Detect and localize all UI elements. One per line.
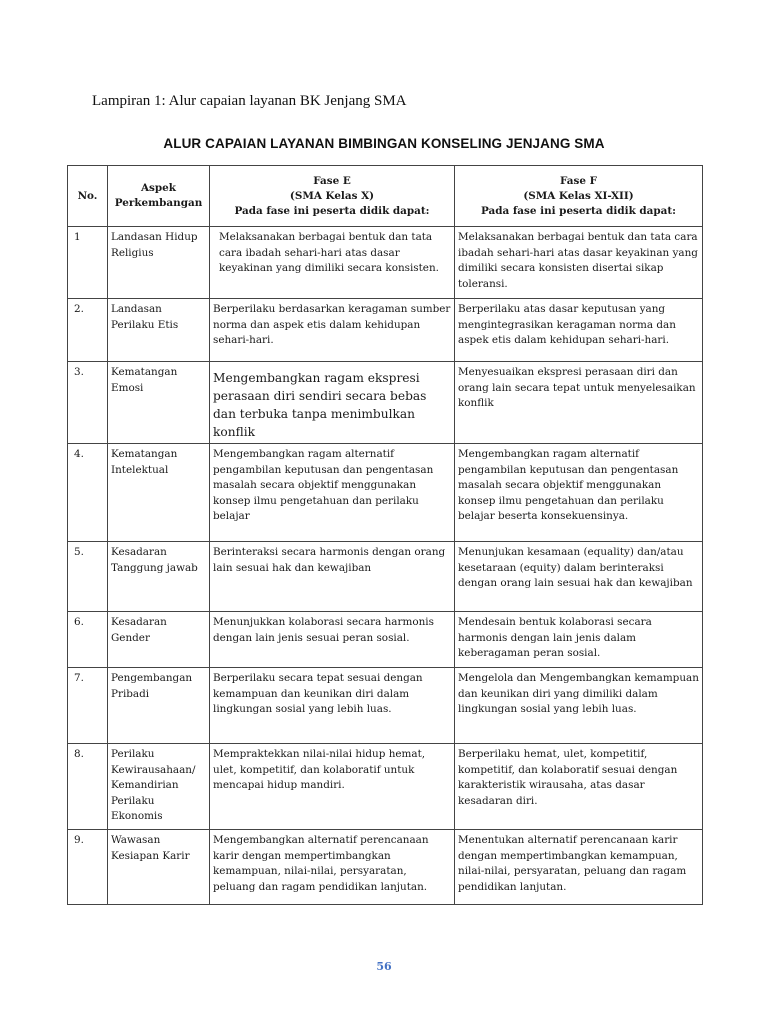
row-fase-f-cell <box>455 362 703 444</box>
row-aspek: Pengembangan Pribadi <box>111 672 193 700</box>
row-no-cell <box>68 830 108 905</box>
row-aspek: Perilaku Kewirausahaan/ Kemandirian Perilaku Ekonomis <box>111 748 196 823</box>
row-fase-f: Mengembangkan ragam alternatif pengambilan keputusan dan pengentasan masalah secara objektif menggunakan konsep ilmu pengetahuan dan perilaku belajar beserta konsekuensinya. <box>458 448 679 523</box>
row-no-cell <box>68 612 108 668</box>
row-aspek-cell <box>108 612 210 668</box>
capaian-table <box>67 165 703 905</box>
row-fase-e-cell <box>210 668 455 744</box>
row-aspek: Kematangan Intelektual <box>111 448 178 476</box>
row-fase-f: Mengelola dan Mengembangkan kemampuan dan keunikan diri yang dimiliki dalam lingkungan sosial yang lebih luas. <box>458 672 699 716</box>
row-aspek-cell <box>108 444 210 542</box>
table-row <box>68 542 703 612</box>
table-row <box>68 227 703 299</box>
row-fase-e: Berperilaku berdasarkan keragaman sumber norma dan aspek etis dalam kehidupan sehari-hari. <box>213 303 451 347</box>
row-fase-e: Menunjukkan kolaborasi secara harmonis dengan lain jenis sesuai peran sosial. <box>213 616 434 644</box>
header-fase-e <box>210 166 455 227</box>
row-no-cell <box>68 299 108 362</box>
table-row <box>68 299 703 362</box>
page-number: 56 <box>376 960 392 973</box>
appendix-caption: Lampiran 1: Alur capaian layanan BK Jenjang SMA <box>92 93 407 109</box>
row-fase-e-cell <box>210 612 455 668</box>
row-aspek: Kematangan Emosi <box>111 366 178 394</box>
table-row <box>68 612 703 668</box>
row-fase-f: Menunjukan kesamaan (equality) dan/atau kesetaraan (equity) dalam berinteraksi dengan orang lain sesuai hak dan kewajiban <box>458 546 693 590</box>
row-aspek: Kesadaran Gender <box>111 616 167 644</box>
row-aspek: Kesadaran Tanggung jawab <box>111 546 198 574</box>
row-no: 5. <box>74 546 84 558</box>
row-no: 3. <box>74 366 84 378</box>
row-fase-e-cell <box>210 227 455 299</box>
header-fase-e-line3: Pada fase ini peserta didik dapat: <box>234 204 430 217</box>
row-no-cell <box>68 227 108 299</box>
row-fase-e: Berinteraksi secara harmonis dengan orang lain sesuai hak dan kewajiban <box>213 546 446 574</box>
header-aspek <box>108 166 210 227</box>
row-aspek-cell <box>108 362 210 444</box>
row-fase-f: Menentukan alternatif perencanaan karir dengan mempertimbangkan kemampuan, nilai-nilai, persyaratan, peluang dan ragam pendidikan lanjutan. <box>458 834 687 893</box>
row-fase-e: Mengembangkan ragam ekspresi perasaan diri sendiri secara bebas dan terbuka tanpa menimbulkan konflik <box>213 371 427 439</box>
row-aspek: Wawasan Kesiapan Karir <box>111 834 190 862</box>
row-fase-f-cell <box>455 744 703 830</box>
row-fase-f-cell <box>455 227 703 299</box>
row-no: 2. <box>74 303 84 315</box>
header-no: No. <box>68 166 108 227</box>
document-title: ALUR CAPAIAN LAYANAN BIMBINGAN KONSELING JENJANG SMA <box>163 136 605 151</box>
row-fase-f: Berperilaku hemat, ulet, kompetitif, kompetitif, dan kolaboratif sesuai dengan karakteristik wirausaha, atas dasar kesadaran diri. <box>458 748 678 807</box>
row-fase-e-cell <box>210 830 455 905</box>
row-fase-e-cell <box>210 542 455 612</box>
header-aspek-line1: Aspek <box>141 182 176 194</box>
row-aspek-cell <box>108 227 210 299</box>
table-row <box>68 362 703 444</box>
row-fase-e-cell <box>210 299 455 362</box>
row-fase-f: Menyesuaikan ekspresi perasaan diri dan orang lain secara tepat untuk menyelesaikan konflik <box>458 366 696 410</box>
table-header-row <box>68 166 703 227</box>
row-aspek-cell <box>108 830 210 905</box>
row-no-cell <box>68 542 108 612</box>
row-fase-f-cell <box>455 830 703 905</box>
table-row <box>68 744 703 830</box>
table-row <box>68 668 703 744</box>
row-no-cell <box>68 444 108 542</box>
row-fase-e: Mengembangkan ragam alternatif pengambilan keputusan dan pengentasan masalah secara objektif menggunakan konsep ilmu pengetahuan dan perilaku belajar <box>213 448 434 523</box>
row-fase-e: Mengembangkan alternatif perencanaan karir dengan mempertimbangkan kemampuan, nilai-nilai, persyaratan, peluang dan ragam pendidikan lanjutan. <box>213 834 429 893</box>
row-fase-f-cell <box>455 612 703 668</box>
row-fase-f-cell <box>455 542 703 612</box>
row-fase-f: Melaksanakan berbagai bentuk dan tata cara ibadah sehari-hari atas dasar keyakinan yang dimiliki secara konsisten disertai sikap toleransi. <box>458 231 698 290</box>
header-fase-f-line2: (SMA Kelas XI-XII) <box>523 189 634 202</box>
row-aspek-cell <box>108 299 210 362</box>
row-fase-e-cell <box>210 362 455 444</box>
header-fase-f <box>455 166 703 227</box>
row-aspek: Landasan Hidup Religius <box>111 231 198 259</box>
row-fase-e-cell <box>210 444 455 542</box>
row-aspek: Landasan Perilaku Etis <box>111 303 179 331</box>
row-fase-f-cell <box>455 299 703 362</box>
row-no-cell <box>68 744 108 830</box>
row-no: 8. <box>74 748 84 760</box>
row-fase-f: Berperilaku atas dasar keputusan yang mengintegrasikan keragaman norma dan aspek etis dalam kehidupan sehari-hari. <box>458 303 676 347</box>
row-fase-e: Melaksanakan berbagai bentuk dan tata cara ibadah sehari-hari atas dasar keyakinan yang dimiliki secara konsisten. <box>219 231 439 275</box>
row-no: 6. <box>74 616 84 628</box>
row-no-cell <box>68 362 108 444</box>
row-fase-f: Mendesain bentuk kolaborasi secara harmonis dengan lain jenis dalam keberagaman peran sosial. <box>458 616 652 660</box>
row-no-cell <box>68 668 108 744</box>
row-fase-e-cell <box>210 744 455 830</box>
header-fase-f-line3: Pada fase ini peserta didik dapat: <box>480 204 677 217</box>
row-no: 7. <box>74 672 84 684</box>
row-aspek-cell <box>108 542 210 612</box>
table-row <box>68 830 703 905</box>
row-aspek-cell <box>108 668 210 744</box>
row-fase-f-cell <box>455 444 703 542</box>
header-fase-e-line1: Fase E <box>313 174 351 187</box>
table-row <box>68 444 703 542</box>
header-fase-f-line1: Fase F <box>560 174 597 187</box>
header-aspek-line2: Perkembangan <box>114 197 203 209</box>
row-no: 1 <box>74 231 81 243</box>
row-fase-e: Mempraktekkan nilai-nilai hidup hemat, ulet, kompetitif, dan kolaboratif untuk mencapai hidup mandiri. <box>213 748 426 792</box>
row-no: 9. <box>74 834 84 846</box>
row-fase-e: Berperilaku secara tepat sesuai dengan kemampuan dan keunikan diri dalam lingkungan sosial yang lebih luas. <box>213 672 423 716</box>
row-aspek-cell <box>108 744 210 830</box>
row-fase-f-cell <box>455 668 703 744</box>
row-no: 4. <box>74 448 84 460</box>
header-fase-e-line2: (SMA Kelas X) <box>289 189 375 202</box>
